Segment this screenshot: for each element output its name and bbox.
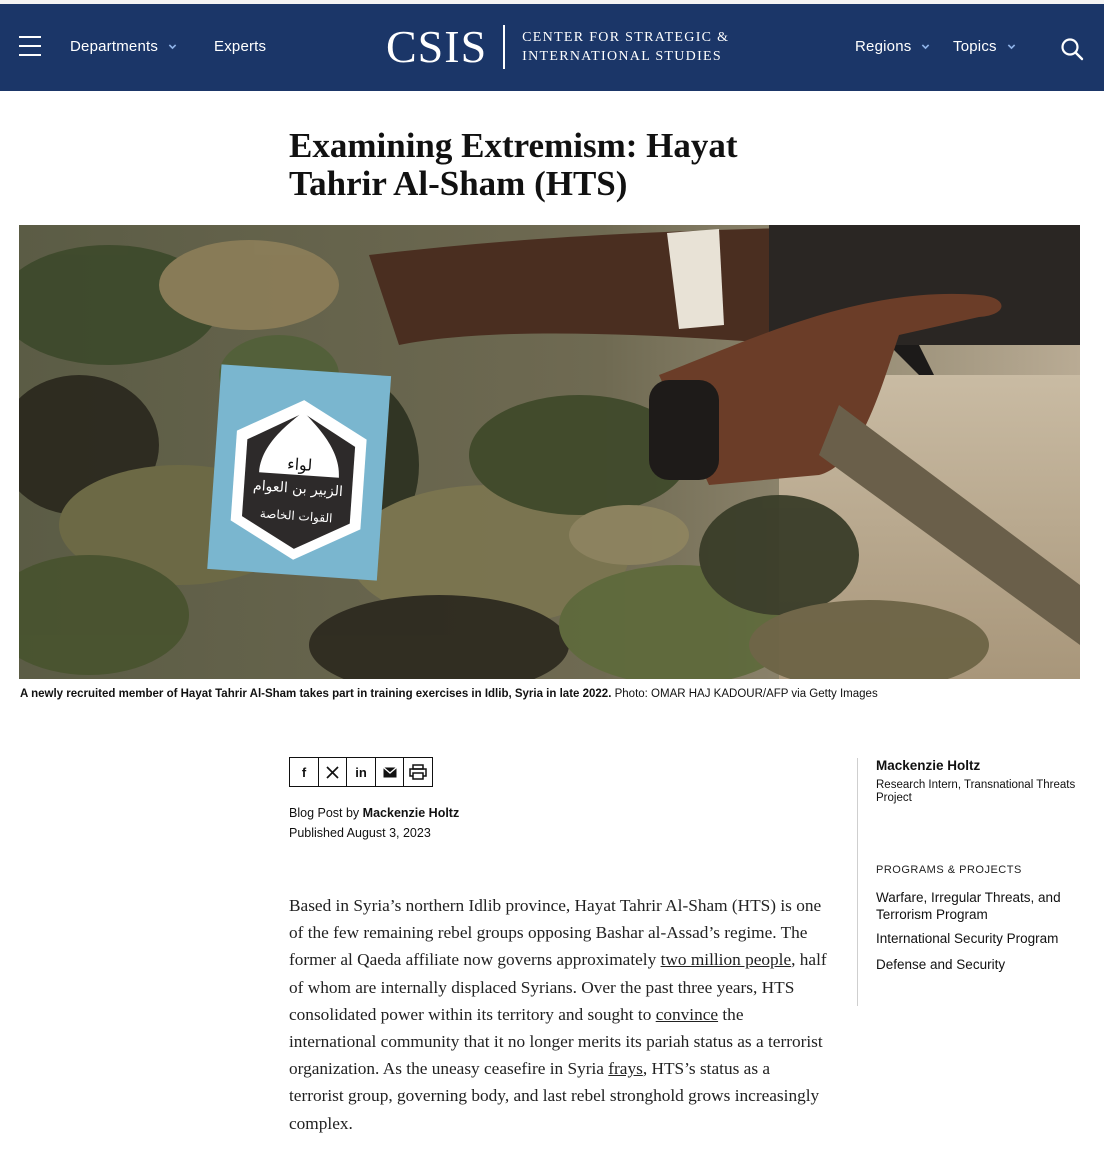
link-two-million-people[interactable]: two million people: [660, 950, 792, 970]
nav-topics-label: Topics: [953, 38, 997, 55]
byline-author-link[interactable]: Mackenzie Holtz: [362, 806, 460, 820]
byline: [289, 805, 459, 821]
nav-experts-label: Experts: [214, 38, 267, 55]
logo-text: CENTER FOR STRATEGIC & INTERNATIONAL STUDIES: [522, 30, 730, 64]
facebook-glyph: f: [301, 764, 307, 780]
facebook-icon[interactable]: [289, 757, 319, 787]
x-icon[interactable]: [318, 757, 348, 787]
linkedin-glyph: in: [355, 764, 367, 780]
hero-caption-text: A newly recruited member of Hayat Tahrir Al-Sham takes part in training exercises in Idlib, Syria in late 2022.: [20, 688, 612, 700]
email-icon[interactable]: [375, 757, 405, 787]
hero-image: [19, 225, 1080, 679]
sidebar-author-role: Research Intern, Transnational Threats Project: [876, 779, 1076, 804]
sidebar-author-name[interactable]: Mackenzie Holtz: [876, 758, 981, 773]
nav-regions-label: Regions: [855, 38, 912, 55]
patch-text-line2: الزبير بن العوام: [252, 477, 344, 501]
hero-photo: [19, 225, 1080, 679]
patch-text-line1: لواء: [286, 454, 313, 475]
programs-heading: PROGRAMS & PROJECTS: [876, 864, 1022, 876]
search-icon[interactable]: [1060, 37, 1084, 61]
nav-topics[interactable]: [953, 38, 1016, 55]
printer-glyph: [409, 764, 427, 780]
envelope-glyph: [383, 767, 397, 778]
chevron-down-icon: [1007, 42, 1016, 51]
site-header: [0, 4, 1104, 91]
linkedin-icon[interactable]: [346, 757, 376, 787]
logo-divider: [503, 25, 505, 69]
article-body: [289, 892, 829, 1137]
chevron-down-icon: [168, 42, 177, 51]
page-title: Examining Extremism: Hayat Tahrir Al-Sham (HTS): [289, 126, 738, 203]
link-convince[interactable]: convince: [655, 1004, 719, 1024]
patch-text-line3: القوات الخاصة: [259, 506, 333, 526]
nav-departments[interactable]: [70, 38, 177, 55]
chevron-down-icon: [921, 42, 930, 51]
hamburger-icon[interactable]: [19, 36, 41, 56]
sidebar-divider: [857, 758, 858, 1006]
program-link-defense-security[interactable]: Defense and Security: [876, 957, 1006, 972]
body-text-1: Based in Syria’s northern Idlib province, Hayat Tahrir Al-Sham (HTS) is one of the few remaining rebel groups opposing Bashar al-Assad’s regime. The former al Qaeda affiliate now governs approximately: [289, 896, 822, 970]
x-logo: [326, 766, 339, 779]
csis-logo[interactable]: [386, 22, 729, 72]
body-text-3: the international community that it no longer merits its pariah status as a terrorist organization. As the uneasy ceasefire in Syria: [289, 1004, 823, 1079]
body-text-2: , half of whom are internally displaced Syrians. Over the past three years, HTS consolidated power within its territory and sought to: [289, 950, 827, 1024]
share-bar: [289, 757, 433, 787]
link-frays[interactable]: frays: [608, 1059, 643, 1079]
byline-prefix: Blog Post by: [289, 806, 360, 820]
published-date: Published August 3, 2023: [289, 826, 431, 840]
hero-caption: [20, 687, 1090, 702]
nav-departments-label: Departments: [70, 38, 159, 55]
body-text-4: , HTS’s status as a terrorist group, governing body, and last rebel stronghold grows increasingly complex.: [289, 1059, 820, 1133]
nav-experts[interactable]: [214, 38, 266, 55]
program-link-warfare[interactable]: Warfare, Irregular Threats, and Terrorism Program: [876, 890, 1061, 922]
logo-mark: CSIS: [386, 21, 488, 72]
program-link-international-security[interactable]: International Security Program: [876, 931, 1059, 946]
hero-caption-credit: Photo: OMAR HAJ KADOUR/AFP via Getty Images: [614, 688, 878, 700]
print-icon[interactable]: [403, 757, 433, 787]
nav-regions[interactable]: [855, 38, 930, 55]
